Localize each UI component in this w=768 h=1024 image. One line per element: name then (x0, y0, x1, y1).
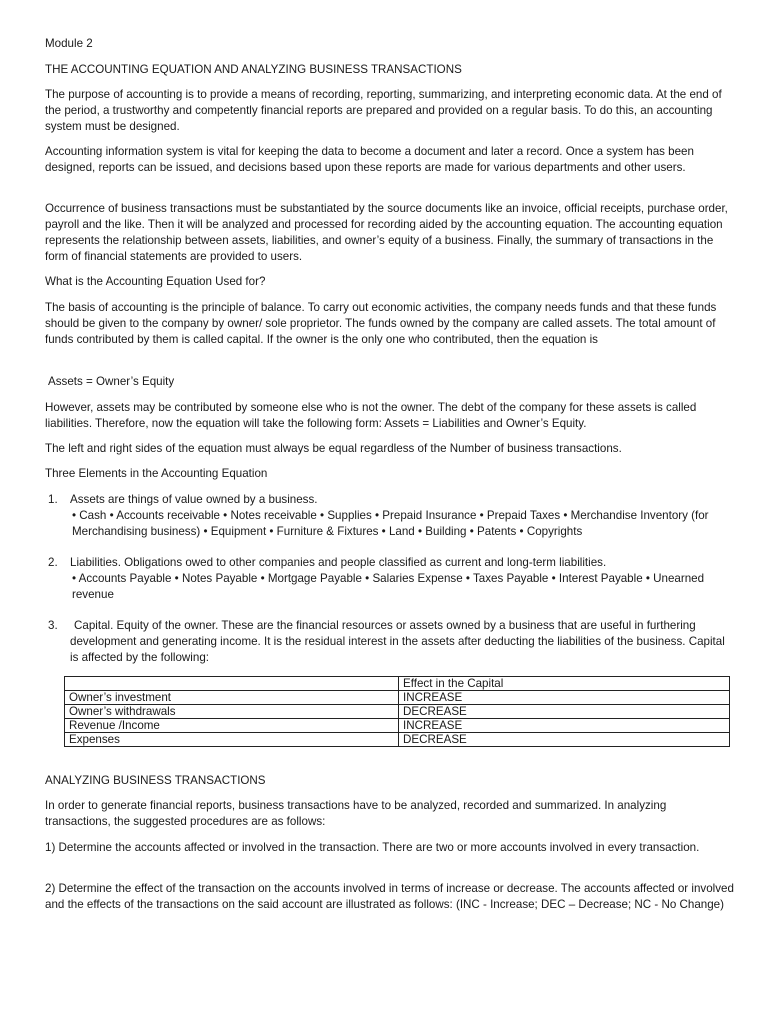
step-one: 1) Determine the accounts affected or involved in the transaction. There are two or more accounts involved in every transaction. (45, 841, 700, 854)
list-number: 1. (48, 493, 58, 506)
table-row (65, 719, 730, 733)
table-cell: Revenue /Income (65, 719, 399, 733)
step-two: 2) Determine the effect of the transaction on the accounts involved in terms of increase or decrease. The accounts affected or involved and the effects of the transactions on the said account are illustrated as follows: (INC - Increase; DEC – Decrease; NC - No Change) (45, 882, 734, 911)
list-item-body (70, 618, 735, 666)
list-number: 3. (48, 619, 58, 632)
table-cell: DECREASE (399, 733, 730, 747)
paragraph-procedures: In order to generate financial reports, business transactions have to be analyzed, recorded and summarized. In analyzing transactions, the suggested procedures are as follows: (45, 799, 667, 828)
list-item-title: Capital. Equity of the owner. These are the financial resources or assets owned by a business that are useful in furthering development and generating income. It is the residual interest in the assets after deducting the liabilities of the business. Capital is affected by the following: (70, 619, 725, 664)
table-row (65, 733, 730, 747)
list-item-body (70, 555, 735, 603)
list-item-title: Liabilities. Obligations owed to other companies and people classified as current and long-term liabilities. (70, 556, 607, 569)
paragraph-transactions: Occurrence of business transactions must be substantiated by the source documents like an invoice, official receipts, purchase order, payroll and the like. Then it will be analyzed and processed for recording aided by the accounting equation. The accounting equation represents the relationship between assets, liabilities, and owner’s equity of a business. Finally, the summary of transactions in the form of financial statements are provided to users. (45, 202, 728, 263)
table-cell: Expenses (65, 733, 399, 747)
paragraph-information-system: Accounting information system is vital for keeping the data to become a document and later a record. Once a system has been designed, reports can be issued, and decisions based upon these reports are made for various departments and other users. (45, 145, 694, 174)
table-header-row (65, 677, 730, 691)
table-row (65, 705, 730, 719)
list-item-examples: • Cash • Accounts receivable • Notes receivable • Supplies • Prepaid Insurance • Prepaid Taxes • Merchandise Inventory (for Merchandising business) • Equipment • Furniture & Fixtures • Land • Building • Patents • Copyrights (72, 509, 709, 538)
table-row (65, 691, 730, 705)
table-cell: INCREASE (399, 691, 730, 705)
capital-effects-table (64, 676, 730, 747)
elements-heading: Three Elements in the Accounting Equation (45, 467, 268, 480)
table-cell: INCREASE (399, 719, 730, 733)
equation-text: Assets = Owner’s Equity (48, 375, 175, 388)
section-question: What is the Accounting Equation Used for? (45, 275, 266, 288)
list-item-examples: • Accounts Payable • Notes Payable • Mortgage Payable • Salaries Expense • Taxes Payable • Interest Payable • Unearned revenue (72, 572, 705, 601)
module-label: Module 2 (45, 37, 93, 50)
paragraph-basis: The basis of accounting is the principle of balance. To carry out economic activities, the company needs funds and that these funds should be given to the company by owner/ sole proprietor. The funds owned by the company are called assets. The total amount of funds contributed by them is called capital. If the owner is the only one who contributed, then the equation is (45, 301, 717, 346)
section-heading: ANALYZING BUSINESS TRANSACTIONS (45, 774, 266, 787)
page-title: THE ACCOUNTING EQUATION AND ANALYZING BUSINESS TRANSACTIONS (45, 63, 462, 76)
list-item-body (70, 492, 735, 540)
paragraph-balance: The left and right sides of the equation must always be equal regardless of the Number of business transactions. (45, 442, 622, 455)
table-cell: DECREASE (399, 705, 730, 719)
table-header-cell: Effect in the Capital (399, 677, 730, 691)
list-item-title: Assets are things of value owned by a business. (70, 493, 318, 506)
table-cell: Owner’s investment (65, 691, 399, 705)
list-number: 2. (48, 556, 58, 569)
table-header-cell (65, 677, 399, 691)
paragraph-liabilities: However, assets may be contributed by someone else who is not the owner. The debt of the company for these assets is called liabilities. Therefore, now the equation will take the following form: Assets = Liabilities and Owner’s Equity. (45, 401, 697, 430)
table-cell: Owner’s withdrawals (65, 705, 399, 719)
paragraph-purpose: The purpose of accounting is to provide a means of recording, reporting, summarizing, and interpreting economic data. At the end of the period, a trustworthy and competently financial reports are prepared and provided on a regular basis. To do this, an accounting system must be designed. (45, 88, 722, 133)
